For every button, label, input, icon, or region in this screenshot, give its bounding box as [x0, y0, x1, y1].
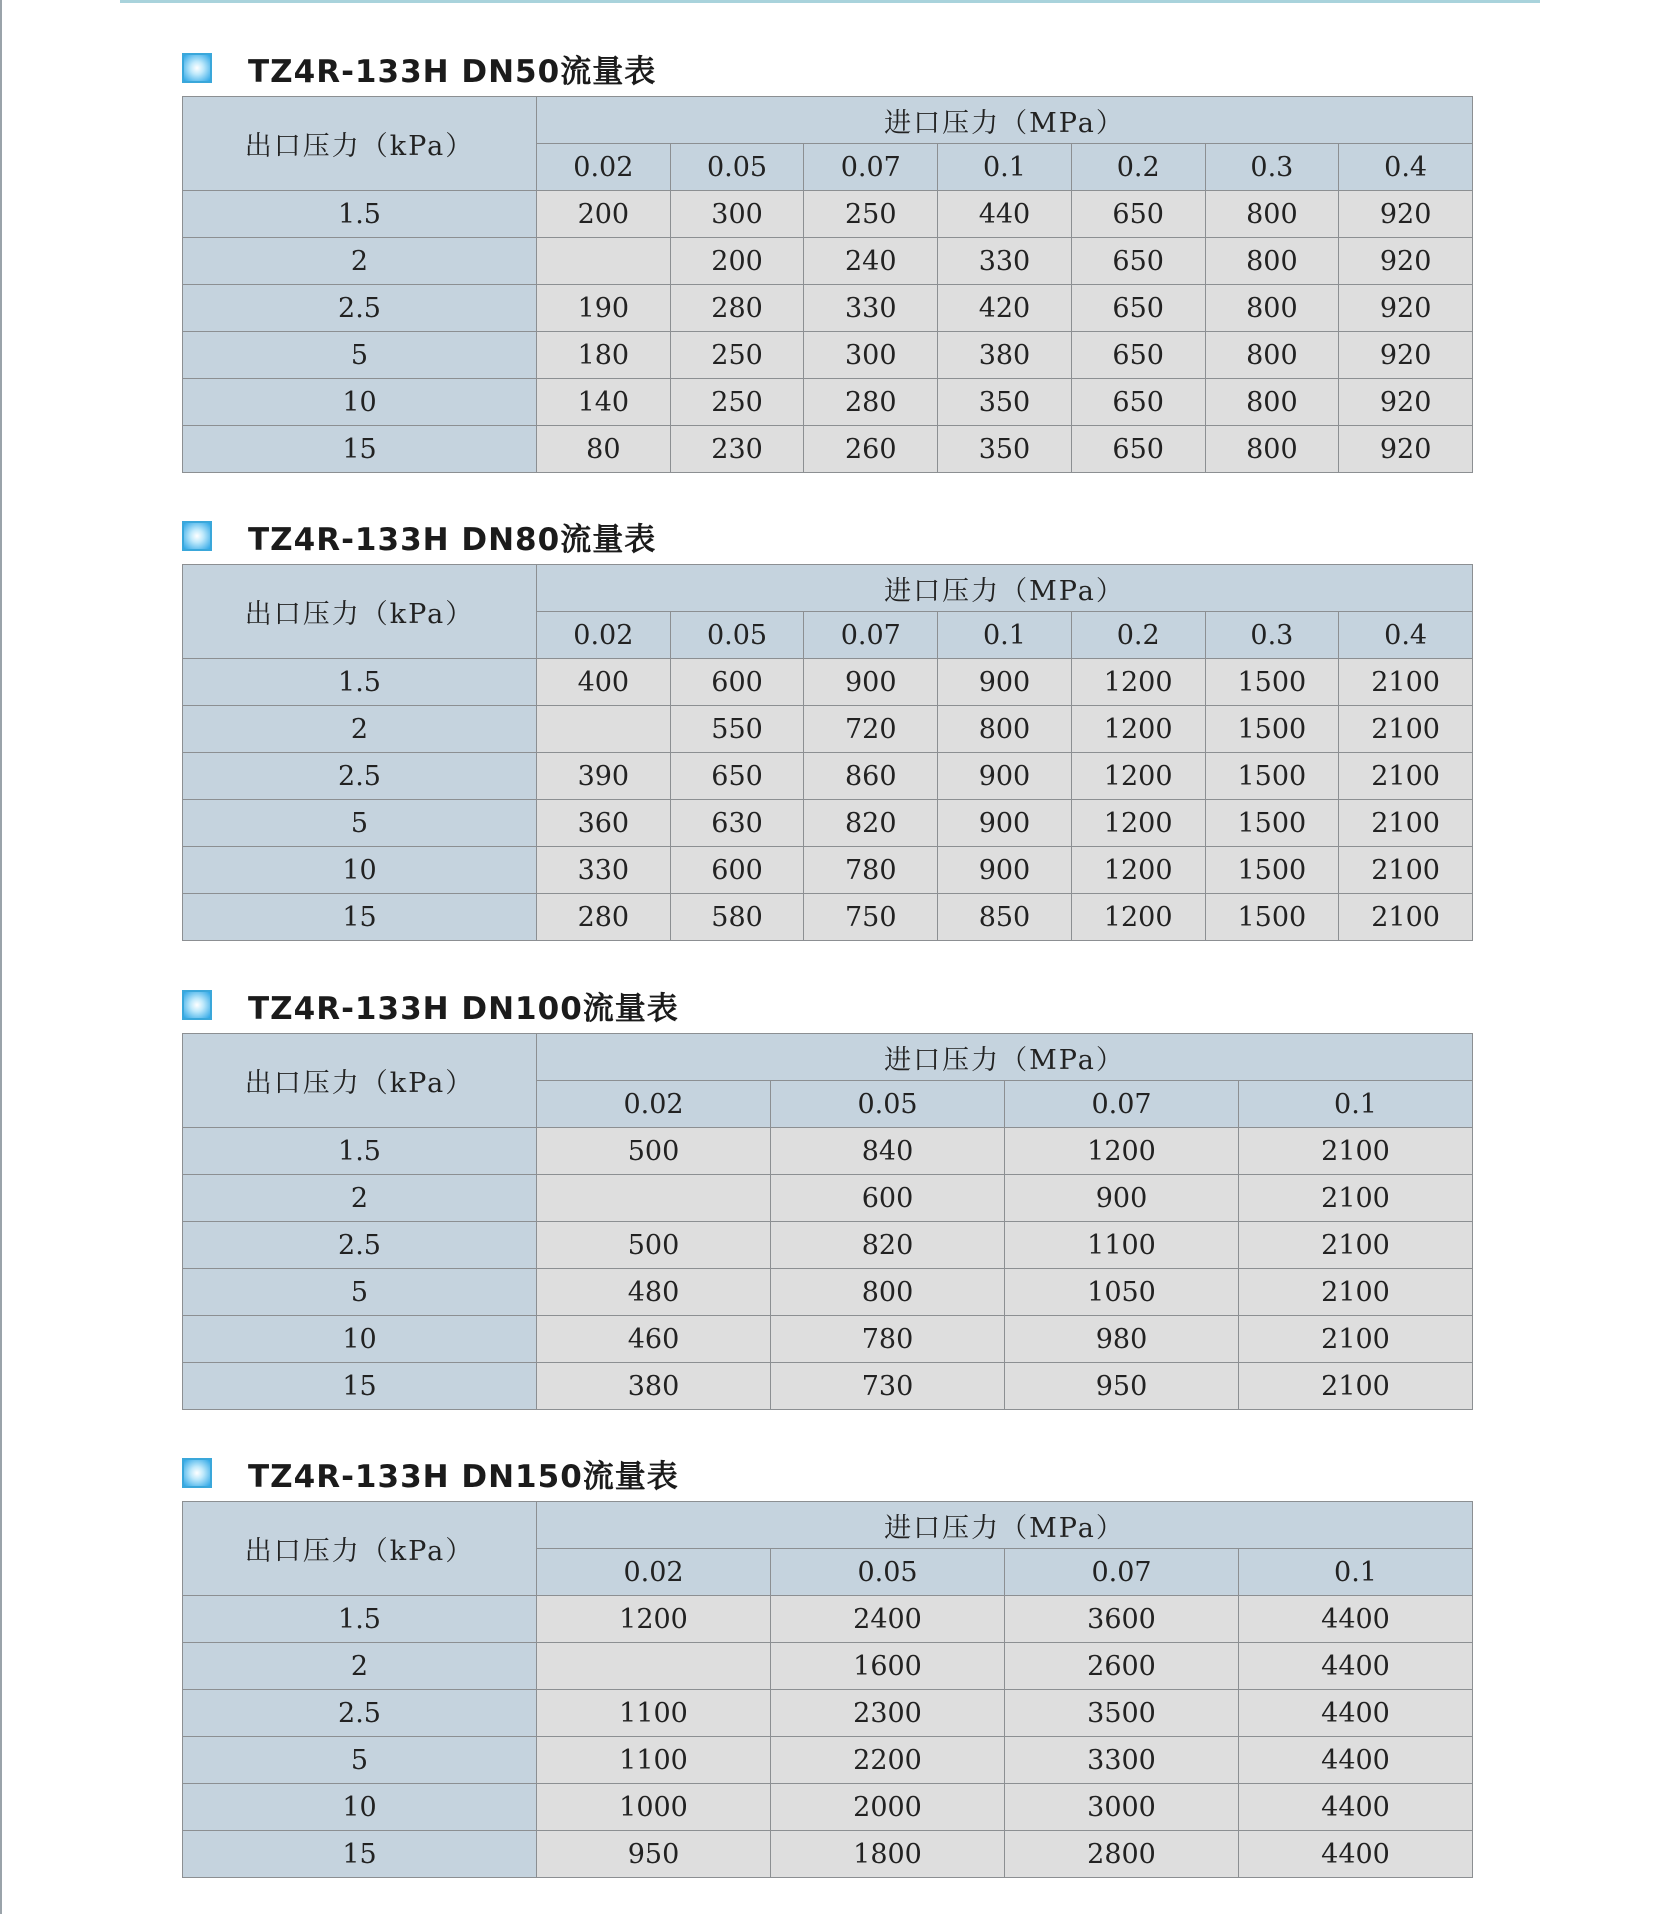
flow-value-cell: 4400: [1239, 1831, 1473, 1878]
table-row: [183, 426, 1473, 473]
table-row: [183, 847, 1473, 894]
flow-value-cell: 920: [1339, 191, 1473, 238]
flow-value-cell: 280: [804, 379, 938, 426]
flow-value-cell: 280: [670, 285, 804, 332]
outlet-pressure-value: 5: [183, 332, 537, 379]
table-row: [183, 285, 1473, 332]
flow-value-cell: 230: [670, 426, 804, 473]
outlet-pressure-value: 1.5: [183, 659, 537, 706]
outlet-pressure-header: 出口压力（kPa）: [183, 97, 537, 191]
table-row: [183, 1831, 1473, 1878]
flow-value-cell: 2100: [1239, 1222, 1473, 1269]
flow-value-cell: 650: [670, 753, 804, 800]
flow-value-cell: 300: [804, 332, 938, 379]
outlet-pressure-value: 15: [183, 1363, 537, 1410]
flow-value-cell: 800: [1205, 238, 1339, 285]
outlet-pressure-value: 2.5: [183, 1690, 537, 1737]
inlet-pressure-value: 0.07: [804, 612, 938, 659]
flow-value-cell: 380: [938, 332, 1072, 379]
flow-value-cell: 2000: [771, 1784, 1005, 1831]
flow-value-cell: 750: [804, 894, 938, 941]
outlet-pressure-header: 出口压力（kPa）: [183, 565, 537, 659]
flow-value-cell: 200: [537, 191, 671, 238]
outlet-pressure-value: 2: [183, 706, 537, 753]
flow-value-cell: 2100: [1339, 800, 1473, 847]
flow-value-cell: 1100: [537, 1690, 771, 1737]
table-row: [183, 1596, 1473, 1643]
outlet-pressure-header: 出口压力（kPa）: [183, 1034, 537, 1128]
flow-value-cell: 780: [804, 847, 938, 894]
flow-value-cell: 800: [938, 706, 1072, 753]
table-row: [183, 894, 1473, 941]
square-bullet-icon: [182, 521, 212, 551]
flow-value-cell: 1000: [537, 1784, 771, 1831]
outlet-pressure-value: 1.5: [183, 191, 537, 238]
flow-value-cell: 1500: [1205, 847, 1339, 894]
table-heading: [182, 1453, 679, 1493]
outlet-pressure-value: 2.5: [183, 753, 537, 800]
flow-value-cell: 850: [938, 894, 1072, 941]
flow-value-cell: 350: [938, 426, 1072, 473]
flow-value-cell: 3000: [1005, 1784, 1239, 1831]
outlet-pressure-value: 2: [183, 238, 537, 285]
table-row: [183, 1316, 1473, 1363]
flow-value-cell: 860: [804, 753, 938, 800]
flow-value-cell: 440: [938, 191, 1072, 238]
flow-value-cell: 800: [771, 1269, 1005, 1316]
outlet-pressure-value: 10: [183, 379, 537, 426]
flow-value-cell: 920: [1339, 285, 1473, 332]
flow-value-cell: 900: [1005, 1175, 1239, 1222]
table-title: TZ4R-133H DN50流量表: [248, 53, 657, 90]
flow-value-cell: 240: [804, 238, 938, 285]
flow-value-cell: 360: [537, 800, 671, 847]
inlet-pressure-header: 进口压力（MPa）: [537, 1502, 1473, 1549]
outlet-pressure-value: 15: [183, 1831, 537, 1878]
flow-value-cell: 1200: [1071, 706, 1205, 753]
flow-value-cell: 1600: [771, 1643, 1005, 1690]
table-row: [183, 753, 1473, 800]
outlet-pressure-value: 2: [183, 1175, 537, 1222]
table-row: [183, 706, 1473, 753]
flow-value-cell: 330: [537, 847, 671, 894]
square-bullet-icon: [182, 1458, 212, 1488]
flow-value-cell: 2800: [1005, 1831, 1239, 1878]
flow-value-cell: 2100: [1339, 847, 1473, 894]
flow-value-cell: 250: [670, 379, 804, 426]
inlet-pressure-value: 0.1: [1239, 1081, 1473, 1128]
flow-table: [182, 96, 1473, 473]
table-heading: [182, 48, 656, 88]
flow-value-cell: 2100: [1239, 1175, 1473, 1222]
flow-value-cell: 900: [938, 753, 1072, 800]
flow-value-cell: 950: [537, 1831, 771, 1878]
table-row: [183, 1690, 1473, 1737]
flow-value-cell: 900: [804, 659, 938, 706]
header-row: [183, 97, 1473, 144]
flow-value-cell: 80: [537, 426, 671, 473]
inlet-pressure-value: 0.02: [537, 612, 671, 659]
flow-value-cell: 1100: [537, 1737, 771, 1784]
top-rule: [120, 0, 1540, 3]
table-heading: [182, 516, 656, 556]
flow-value-cell: 480: [537, 1269, 771, 1316]
flow-value-cell: 400: [537, 659, 671, 706]
outlet-pressure-value: 10: [183, 1784, 537, 1831]
flow-value-cell: 1500: [1205, 706, 1339, 753]
inlet-pressure-value: 0.05: [771, 1081, 1005, 1128]
inlet-pressure-value: 0.3: [1205, 144, 1339, 191]
inlet-pressure-value: 0.1: [938, 612, 1072, 659]
flow-value-cell: 1200: [1071, 659, 1205, 706]
table-row: [183, 1737, 1473, 1784]
flow-value-cell: 1500: [1205, 800, 1339, 847]
outlet-pressure-header: 出口压力（kPa）: [183, 1502, 537, 1596]
table-title: TZ4R-133H DN150流量表: [248, 1458, 679, 1495]
flow-value-cell: 840: [771, 1128, 1005, 1175]
flow-value-cell: 650: [1071, 332, 1205, 379]
flow-value-cell: 2100: [1239, 1363, 1473, 1410]
inlet-pressure-value: 0.3: [1205, 612, 1339, 659]
flow-value-cell: 920: [1339, 332, 1473, 379]
flow-value-cell: 550: [670, 706, 804, 753]
flow-value-cell: 580: [670, 894, 804, 941]
table-row: [183, 1643, 1473, 1690]
flow-value-cell: 800: [1205, 332, 1339, 379]
flow-value-cell: 2300: [771, 1690, 1005, 1737]
flow-value-cell: 920: [1339, 426, 1473, 473]
flow-value-cell: 330: [938, 238, 1072, 285]
inlet-pressure-value: 0.05: [670, 144, 804, 191]
table-row: [183, 191, 1473, 238]
outlet-pressure-value: 5: [183, 800, 537, 847]
flow-value-cell: 920: [1339, 379, 1473, 426]
flow-value-cell: 1100: [1005, 1222, 1239, 1269]
flow-value-cell: 2100: [1339, 753, 1473, 800]
flow-value-cell: 2100: [1339, 894, 1473, 941]
flow-value-cell: 1200: [537, 1596, 771, 1643]
table-row: [183, 1175, 1473, 1222]
flow-value-cell: 330: [804, 285, 938, 332]
flow-value-cell: 1200: [1071, 800, 1205, 847]
flow-value-cell: 630: [670, 800, 804, 847]
outlet-pressure-value: 15: [183, 426, 537, 473]
flow-value-cell: 650: [1071, 285, 1205, 332]
flow-value-cell: 650: [1071, 426, 1205, 473]
inlet-pressure-value: 0.05: [670, 612, 804, 659]
inlet-pressure-value: 0.02: [537, 1081, 771, 1128]
header-row: [183, 1502, 1473, 1549]
flow-value-cell: 600: [670, 659, 804, 706]
flow-table: [182, 1033, 1473, 1410]
flow-value-cell: [537, 1643, 771, 1690]
inlet-pressure-value: 0.02: [537, 144, 671, 191]
flow-value-cell: 820: [771, 1222, 1005, 1269]
flow-table: [182, 564, 1473, 941]
flow-value-cell: 1200: [1071, 894, 1205, 941]
inlet-pressure-value: 0.1: [938, 144, 1072, 191]
table-row: [183, 1784, 1473, 1831]
flow-value-cell: [537, 1175, 771, 1222]
flow-value-cell: 600: [771, 1175, 1005, 1222]
flow-value-cell: 650: [1071, 191, 1205, 238]
square-bullet-icon: [182, 990, 212, 1020]
flow-value-cell: 280: [537, 894, 671, 941]
flow-value-cell: 1500: [1205, 753, 1339, 800]
table-row: [183, 1269, 1473, 1316]
flow-value-cell: 380: [537, 1363, 771, 1410]
flow-value-cell: [537, 238, 671, 285]
flow-value-cell: 390: [537, 753, 671, 800]
flow-value-cell: 1500: [1205, 659, 1339, 706]
flow-value-cell: 2100: [1339, 706, 1473, 753]
flow-value-cell: 500: [537, 1222, 771, 1269]
table-row: [183, 800, 1473, 847]
flow-value-cell: 300: [670, 191, 804, 238]
flow-value-cell: 720: [804, 706, 938, 753]
flow-value-cell: 2200: [771, 1737, 1005, 1784]
flow-value-cell: 800: [1205, 426, 1339, 473]
flow-value-cell: 2400: [771, 1596, 1005, 1643]
outlet-pressure-value: 2.5: [183, 285, 537, 332]
flow-value-cell: 1200: [1071, 847, 1205, 894]
flow-value-cell: 950: [1005, 1363, 1239, 1410]
inlet-pressure-value: 0.05: [771, 1549, 1005, 1596]
table-heading: [182, 985, 679, 1025]
flow-value-cell: 4400: [1239, 1737, 1473, 1784]
table-row: [183, 238, 1473, 285]
flow-value-cell: 350: [938, 379, 1072, 426]
inlet-pressure-value: 0.2: [1071, 144, 1205, 191]
outlet-pressure-value: 10: [183, 1316, 537, 1363]
flow-value-cell: 3300: [1005, 1737, 1239, 1784]
flow-value-cell: 1200: [1005, 1128, 1239, 1175]
flow-value-cell: 250: [670, 332, 804, 379]
flow-value-cell: 800: [1205, 285, 1339, 332]
square-bullet-icon: [182, 53, 212, 83]
flow-value-cell: 260: [804, 426, 938, 473]
flow-value-cell: 3600: [1005, 1596, 1239, 1643]
inlet-pressure-header: 进口压力（MPa）: [537, 97, 1473, 144]
table-row: [183, 659, 1473, 706]
flow-value-cell: 180: [537, 332, 671, 379]
inlet-pressure-value: 0.4: [1339, 144, 1473, 191]
flow-value-cell: 900: [938, 800, 1072, 847]
inlet-pressure-value: 0.07: [1005, 1549, 1239, 1596]
flow-value-cell: 460: [537, 1316, 771, 1363]
flow-value-cell: 1200: [1071, 753, 1205, 800]
flow-value-cell: 920: [1339, 238, 1473, 285]
outlet-pressure-value: 2: [183, 1643, 537, 1690]
flow-value-cell: 800: [1205, 191, 1339, 238]
outlet-pressure-value: 2.5: [183, 1222, 537, 1269]
flow-value-cell: 650: [1071, 379, 1205, 426]
table-title: TZ4R-133H DN100流量表: [248, 990, 679, 1027]
flow-value-cell: 4400: [1239, 1784, 1473, 1831]
inlet-pressure-value: 0.07: [1005, 1081, 1239, 1128]
flow-value-cell: 600: [670, 847, 804, 894]
flow-value-cell: 2100: [1239, 1269, 1473, 1316]
inlet-pressure-value: 0.02: [537, 1549, 771, 1596]
flow-value-cell: 980: [1005, 1316, 1239, 1363]
flow-value-cell: 420: [938, 285, 1072, 332]
flow-value-cell: 1800: [771, 1831, 1005, 1878]
flow-value-cell: 780: [771, 1316, 1005, 1363]
table-row: [183, 1128, 1473, 1175]
table-row: [183, 379, 1473, 426]
outlet-pressure-value: 1.5: [183, 1596, 537, 1643]
flow-value-cell: 2100: [1239, 1316, 1473, 1363]
flow-value-cell: 730: [771, 1363, 1005, 1410]
header-row: [183, 565, 1473, 612]
flow-value-cell: 140: [537, 379, 671, 426]
table-row: [183, 1222, 1473, 1269]
flow-value-cell: 820: [804, 800, 938, 847]
header-row: [183, 1034, 1473, 1081]
flow-value-cell: 500: [537, 1128, 771, 1175]
inlet-pressure-value: 0.4: [1339, 612, 1473, 659]
flow-value-cell: 4400: [1239, 1596, 1473, 1643]
table-row: [183, 332, 1473, 379]
flow-value-cell: 900: [938, 847, 1072, 894]
inlet-pressure-value: 0.07: [804, 144, 938, 191]
table-title: TZ4R-133H DN80流量表: [248, 521, 657, 558]
flow-value-cell: 250: [804, 191, 938, 238]
flow-value-cell: 900: [938, 659, 1072, 706]
flow-value-cell: 1500: [1205, 894, 1339, 941]
flow-value-cell: 4400: [1239, 1643, 1473, 1690]
flow-value-cell: 190: [537, 285, 671, 332]
flow-table: [182, 1501, 1473, 1878]
page-frame-left: [0, 0, 2, 1914]
flow-value-cell: 200: [670, 238, 804, 285]
flow-value-cell: [537, 706, 671, 753]
flow-value-cell: 3500: [1005, 1690, 1239, 1737]
flow-value-cell: 2100: [1239, 1128, 1473, 1175]
flow-value-cell: 800: [1205, 379, 1339, 426]
flow-value-cell: 4400: [1239, 1690, 1473, 1737]
flow-value-cell: 2100: [1339, 659, 1473, 706]
outlet-pressure-value: 1.5: [183, 1128, 537, 1175]
inlet-pressure-header: 进口压力（MPa）: [537, 565, 1473, 612]
outlet-pressure-value: 5: [183, 1737, 537, 1784]
flow-value-cell: 650: [1071, 238, 1205, 285]
flow-value-cell: 1050: [1005, 1269, 1239, 1316]
table-row: [183, 1363, 1473, 1410]
inlet-pressure-value: 0.1: [1239, 1549, 1473, 1596]
flow-value-cell: 2600: [1005, 1643, 1239, 1690]
outlet-pressure-value: 10: [183, 847, 537, 894]
outlet-pressure-value: 15: [183, 894, 537, 941]
outlet-pressure-value: 5: [183, 1269, 537, 1316]
inlet-pressure-value: 0.2: [1071, 612, 1205, 659]
inlet-pressure-header: 进口压力（MPa）: [537, 1034, 1473, 1081]
